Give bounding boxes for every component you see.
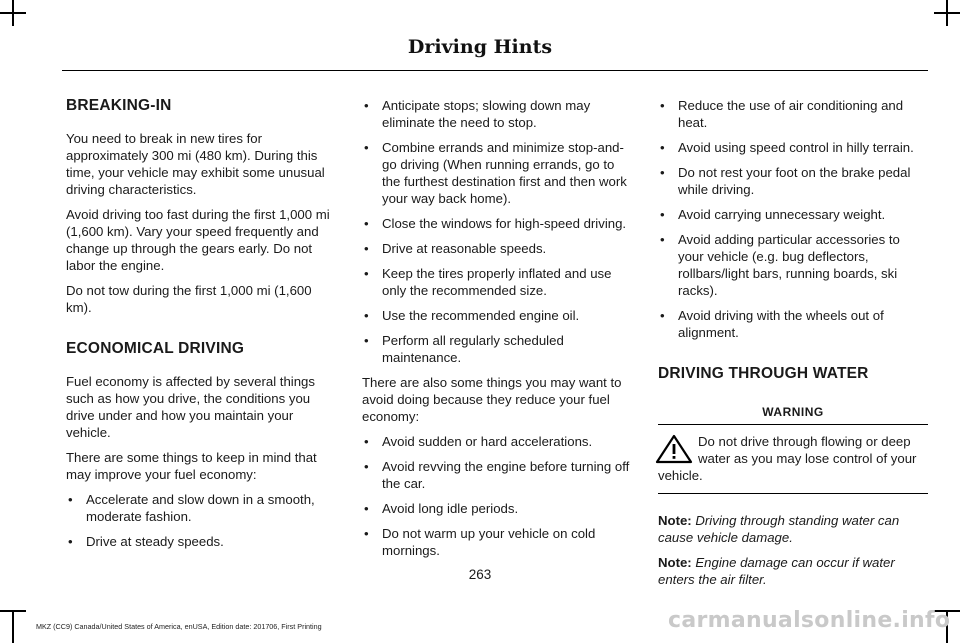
footer-text: MKZ (CC9) Canada/United States of America, enUSA, Edition date: 201706, First Printing bbox=[36, 622, 322, 631]
list-item: • Avoid driving with the wheels out of alignment. bbox=[658, 307, 928, 341]
note-label: Note: bbox=[658, 513, 692, 528]
page-number: 263 bbox=[468, 567, 492, 582]
list-item: • Do not rest your foot on the brake pedal while driving. bbox=[658, 164, 928, 198]
paragraph: Fuel economy is affected by several things such as how you drive, the conditions you drive under and how you maintain your vehicle. bbox=[66, 374, 315, 440]
list-item: • Use the recommended engine oil. bbox=[362, 307, 634, 324]
crop-mark bbox=[0, 610, 26, 612]
section-heading-breaking-in: BREAKING-IN bbox=[66, 97, 172, 114]
list-item: • Perform all regularly scheduled maintenance. bbox=[362, 332, 634, 366]
avoid-list bbox=[362, 433, 634, 559]
header-rule bbox=[62, 70, 928, 71]
list-item: • Keep the tires properly inflated and use only the recommended size. bbox=[362, 265, 634, 299]
avoid-list-continued bbox=[658, 97, 928, 341]
list-item: • Avoid long idle periods. bbox=[362, 500, 634, 517]
paragraph: Avoid driving too fast during the first 1,000 mi (1,600 km). Vary your speed frequently and change up through the gears early. Do not labor the engine. bbox=[66, 207, 330, 273]
list-item: • Close the windows for high-speed driving. bbox=[362, 215, 634, 232]
section-heading-driving-through-water: DRIVING THROUGH WATER bbox=[658, 365, 869, 382]
list-item: • Avoid using speed control in hilly terrain. bbox=[658, 139, 928, 156]
list-item: • Anticipate stops; slowing down may eliminate the need to stop. bbox=[362, 97, 634, 131]
note-text: Engine damage can occur if water enters the air filter. bbox=[658, 555, 895, 587]
paragraph: There are also some things you may want to avoid doing because they reduce your fuel economy: bbox=[362, 375, 622, 424]
list-item: • Drive at reasonable speeds. bbox=[362, 240, 634, 257]
list-item: • Drive at steady speeds. bbox=[66, 533, 338, 550]
paragraph: There are some things to keep in mind that may improve your fuel economy: bbox=[66, 450, 317, 482]
list-item: • Reduce the use of air conditioning and heat. bbox=[658, 97, 928, 131]
list-item: • Avoid carrying unnecessary weight. bbox=[658, 206, 928, 223]
column-2 bbox=[362, 97, 634, 567]
crop-mark bbox=[934, 12, 960, 14]
paragraph: You need to break in new tires for approximately 300 mi (480 km). During this time, your vehicle may exhibit some unusual driving characteristics. bbox=[66, 131, 325, 197]
list-item: • Combine errands and minimize stop-and-go driving (When running errands, go to the furthest destination first and then work your way back home). bbox=[362, 139, 634, 207]
improve-list-continued bbox=[362, 97, 634, 366]
column-1 bbox=[66, 97, 338, 558]
warning-box bbox=[658, 425, 928, 494]
paragraph: Do not tow during the first 1,000 mi (1,600 km). bbox=[66, 283, 312, 315]
list-item: • Do not warm up your vehicle on cold mornings. bbox=[362, 525, 634, 559]
crop-mark bbox=[12, 610, 14, 643]
list-item: • Avoid adding particular accessories to your vehicle (e.g. bug deflectors, rollbars/light bars, running boards, ski racks). bbox=[658, 231, 928, 299]
watermark-logo: carmanualsonline.info bbox=[668, 608, 951, 633]
warning-text: Do not drive through flowing or deep water as you may lose control of your vehicle. bbox=[658, 434, 917, 483]
section-heading-economical-driving: ECONOMICAL DRIVING bbox=[66, 340, 245, 357]
list-item: • Avoid revving the engine before turning off the car. bbox=[362, 458, 634, 492]
list-item: • Accelerate and slow down in a smooth, moderate fashion. bbox=[66, 491, 338, 525]
list-item: • Avoid sudden or hard accelerations. bbox=[362, 433, 634, 450]
note bbox=[658, 512, 928, 546]
improve-list bbox=[66, 491, 338, 550]
crop-mark bbox=[0, 12, 26, 14]
column-3 bbox=[658, 97, 928, 596]
warning-label: WARNING bbox=[658, 400, 928, 425]
page-header-title: Driving Hints bbox=[407, 36, 553, 58]
note-text: Driving through standing water can cause vehicle damage. bbox=[658, 513, 900, 545]
note-label: Note: bbox=[658, 555, 692, 570]
warning-triangle-icon bbox=[654, 433, 694, 465]
